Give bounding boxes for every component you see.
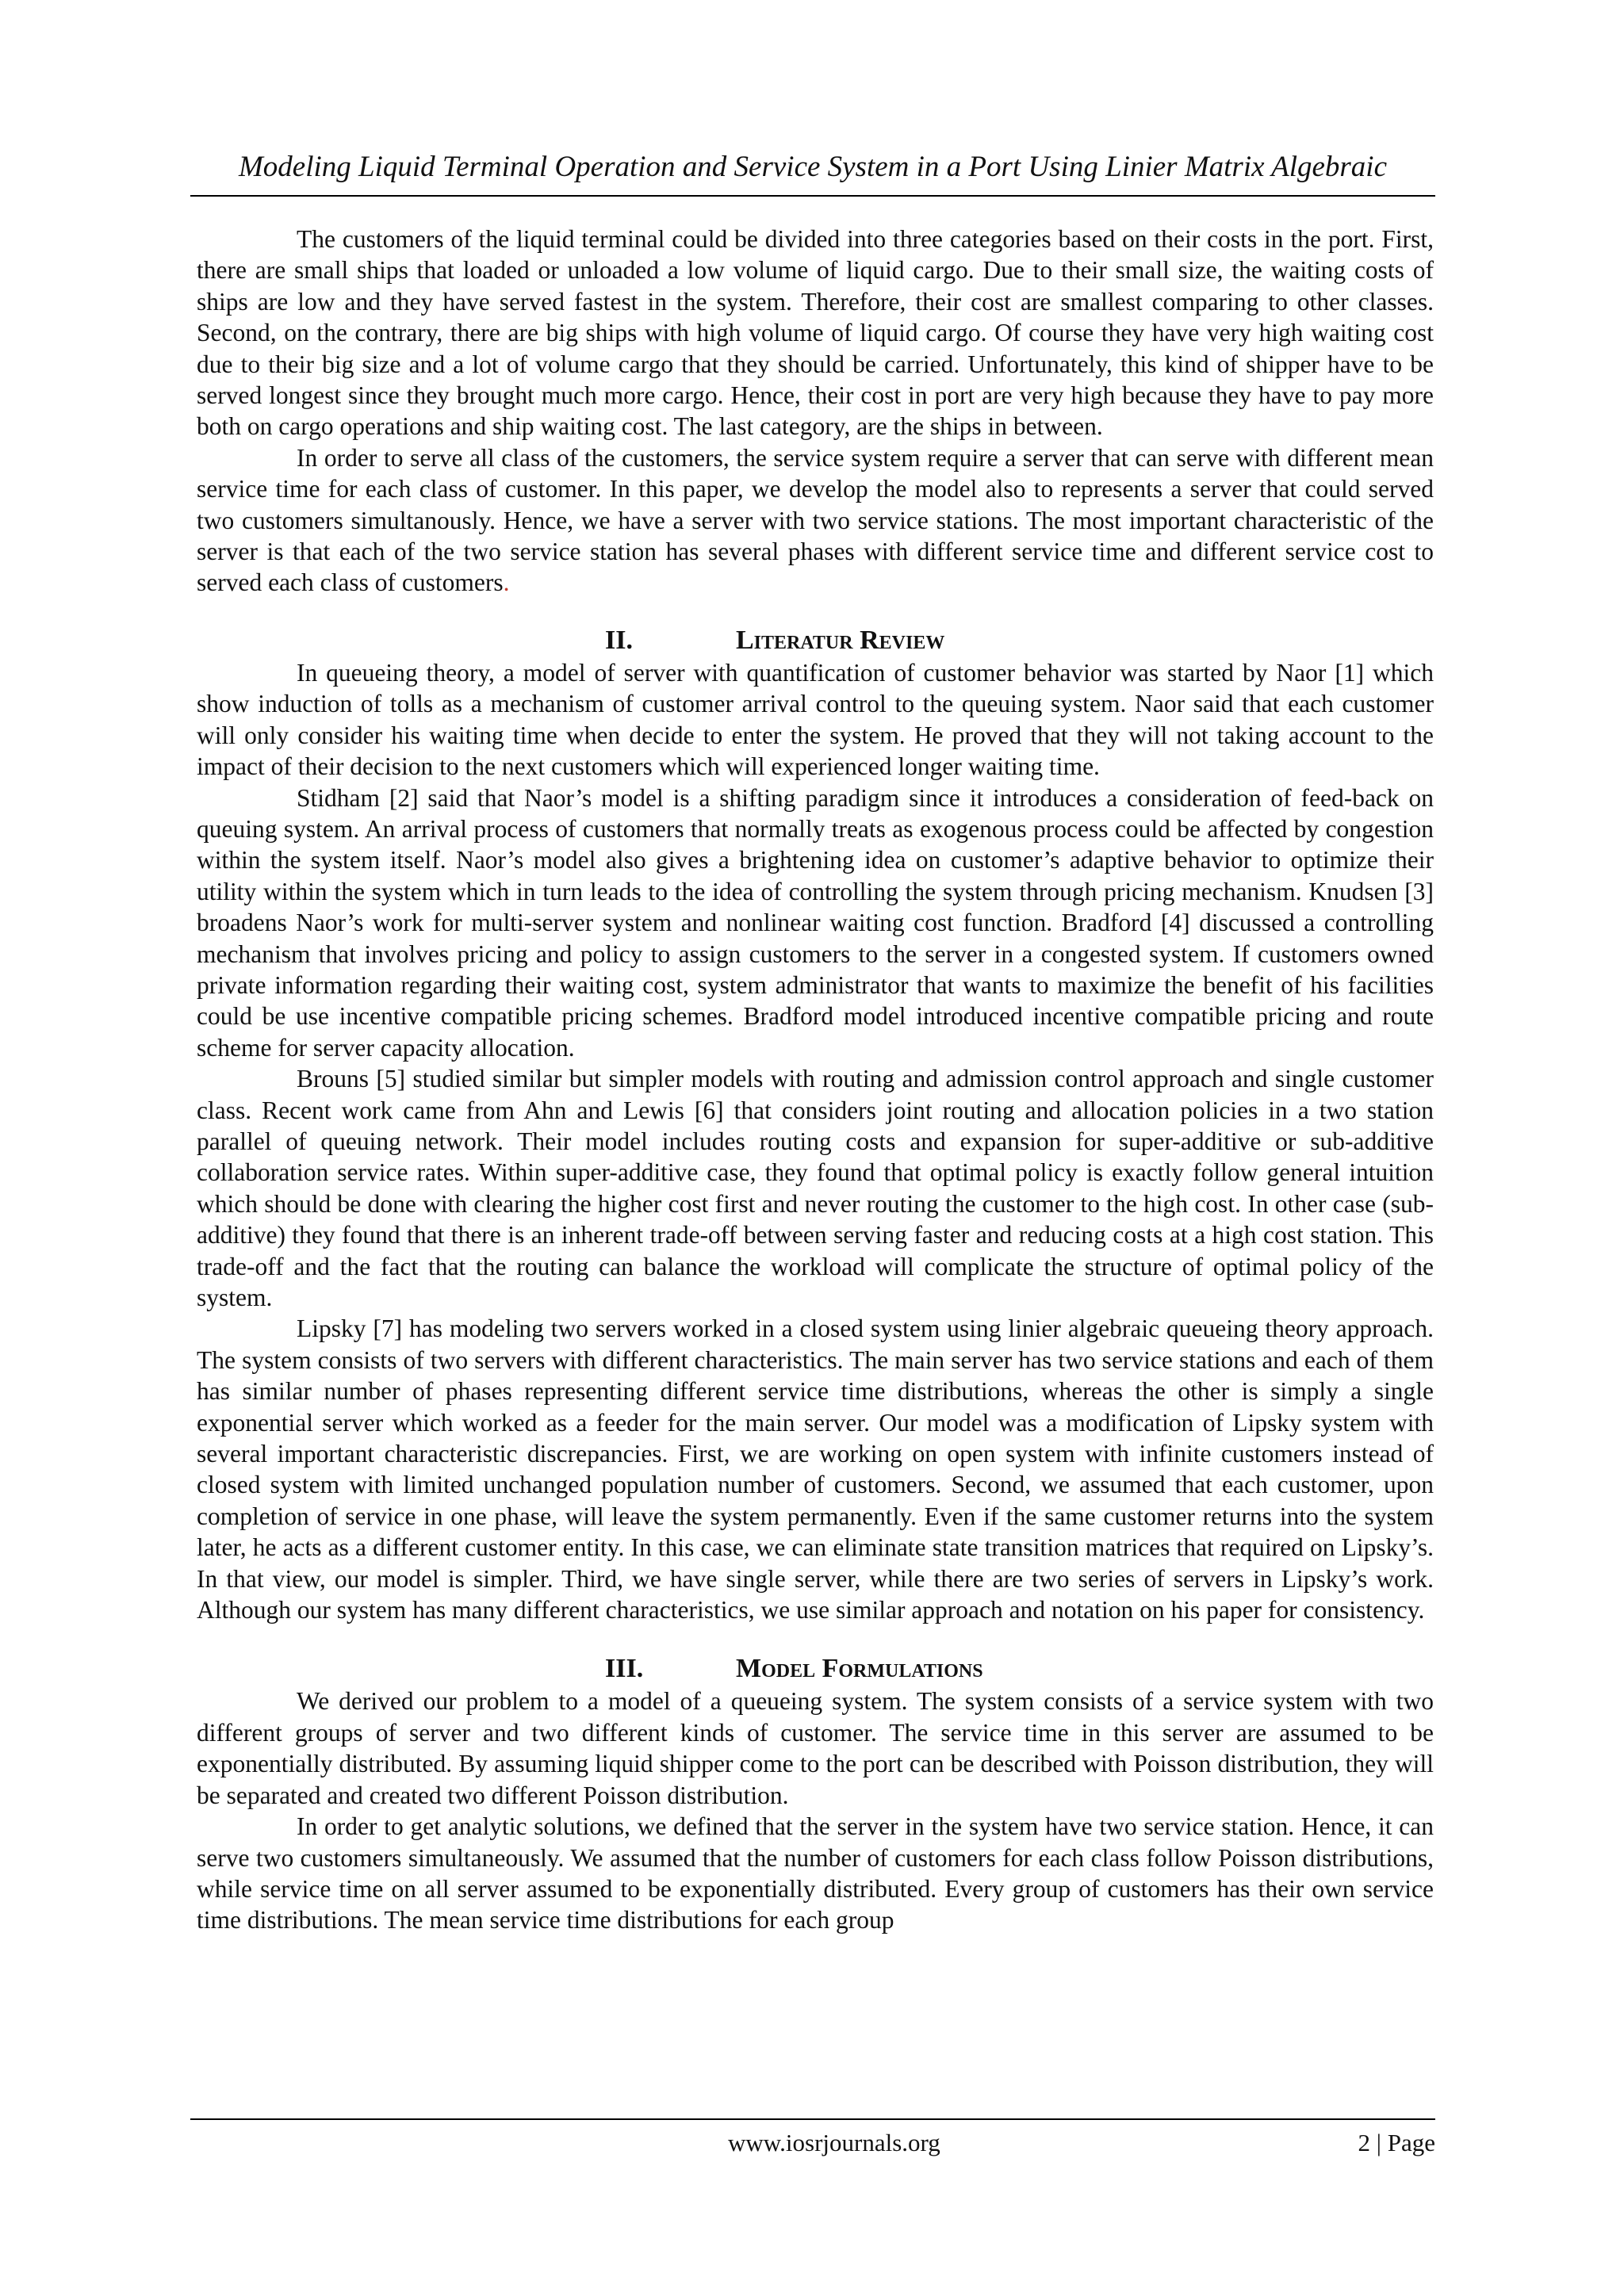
intro-paragraph-2: [197, 442, 1434, 599]
intro-paragraph-1: The customers of the liquid terminal could be divided into three categories based on their costs in the port. First, there are small ships that loaded or unloaded a low volume of liquid cargo. Due to their small size, the waiting costs of ships are low and they have served fastest in the system. Therefore, their cost are smallest comparing to other classes. Second, on the contrary, there are big ships with high volume of liquid cargo. Of course they have very high waiting cost due to their big size and a lot of volume cargo that they should be carried. Unfortunately, this kind of shipper have to be served longest since they brought much more cargo. Hence, their cost in port are very high because they have to pay more both on cargo operations and ship waiting cost. The last category, are the ships in between.: [197, 225, 1434, 441]
section-number: II.: [605, 625, 633, 655]
footer-page-number: 2 | Page: [1358, 2129, 1435, 2156]
literature-paragraph-1: In queueing theory, a model of server with quantification of customer behavior was started by Naor [1] which show induction of tolls as a mechanism of customer arrival control to the queuing system. Naor said that each customer will only consider his waiting time when decide to enter the system. He proved that they will not taking account to the impact of their decision to the next customers which will experienced longer waiting time.: [197, 658, 1434, 781]
model-paragraph-2: In order to get analytic solutions, we defined that the server in the system have two service station. Hence, it can serve two customers simultaneously. We assumed that the number of customers for each class follow Poisson distributions, while service time on all server assumed to be exponentially distributed. Every group of customers has their own service time distributions. The mean service time distributions for each group: [197, 1812, 1434, 1934]
section-heading-model-formulations: [197, 1652, 1434, 1686]
intro-paragraph-2-end: .: [503, 568, 510, 597]
section-number: III.: [605, 1654, 644, 1684]
footer-rule: [190, 2118, 1435, 2120]
model-paragraph-1: We derived our problem to a model of a queueing system. The system consists of a service system with two different groups of server and two different kinds of customer. The service time in this server are assumed to be exponentially distributed. By assuming liquid shipper come to the port can be described with Poisson distribution, they will be separated and created two different Poisson distribution.: [197, 1687, 1434, 1809]
literature-paragraph-2: Stidham [2] said that Naor’s model is a shifting paradigm since it introduces a consideration of feed-back on queuing system. An arrival process of customers that normally treats as exogenous process could be affected by congestion within the system itself. Naor’s model also gives a brightening idea on customer’s adaptive behavior to optimize their utility within the system which in turn leads to the idea of controlling the system through pricing mechanism. Knudsen [3] broadens Naor’s work for multi-server system and nonlinear waiting cost function. Bradford [4] discussed a controlling mechanism that involves pricing and policy to assign customers to the server in a congested system. If customers owned private information regarding their waiting cost, system administrator that wants to maximize the benefit of his facilities could be use incentive compatible pricing schemes. Bradford model introduced incentive compatible pricing and route scheme for server capacity allocation.: [197, 783, 1434, 1062]
section-heading-literature-review: [197, 624, 1434, 657]
header-rule: [190, 195, 1435, 197]
intro-paragraph-2-text: In order to serve all class of the customers, the service system require a server that can serve with different mean service time for each class of customer. In this paper, we develop the model also to represents a server that could served two customers simultanously. Hence, we have a server with two service stations. The most important characteristic of the server is that each of the two service station has several phases with different service time and different service cost to served each class of customers: [197, 443, 1434, 597]
article-body: [197, 224, 1434, 1936]
literature-paragraph-4: Lipsky [7] has modeling two servers worked in a closed system using linier algebraic queueing theory approach. The system consists of two servers with different characteristics. The main server has two service stations and each of them has similar number of phases representing different service time distributions, whereas the other is simply a single exponential server which worked as a feeder for the main server. Our model was a modification of Lipsky system with several important characteristic discrepancies. First, we are working on open system with infinite customers instead of closed system with limited unchanged population number of customers. Second, we assumed that each customer, upon completion of service in one phase, will leave the system permanently. Even if the same customer returns into the system later, he acts as a different customer entity. In this case, we can eliminate state transition matrices that required on Lipsky’s. In that view, our model is simpler. Third, we have single server, while there are two series of servers in Lipsky’s work. Although our system has many different characteristics, we use similar approach and notation on his paper for consistency.: [197, 1314, 1434, 1624]
footer-journal-url: www.iosrjournals.org: [728, 2129, 940, 2156]
literature-paragraph-3: Brouns [5] studied similar but simpler models with routing and admission control approach and single customer class. Recent work came from Ahn and Lewis [6] that considers joint routing and allocation policies in a two station parallel of queuing network. Their model includes routing costs and expansion for super-additive or sub-additive collaboration service rates. Within super-additive case, they found that optimal policy is exactly follow general intuition which should be done with clearing the higher cost first and never routing the customer to the high cost. In other case (sub-additive) they found that there is an inherent trade-off between serving faster and reducing costs at a high cost station. This trade-off and the fact that the routing can balance the workload will complicate the structure of optimal policy of the system.: [197, 1065, 1434, 1311]
section-title: Literatur Review: [736, 625, 945, 655]
running-header: Modeling Liquid Terminal Operation and Service System in a Port Using Linier Matrix Algebraic: [238, 151, 1388, 183]
section-title: Model Formulations: [736, 1654, 983, 1684]
